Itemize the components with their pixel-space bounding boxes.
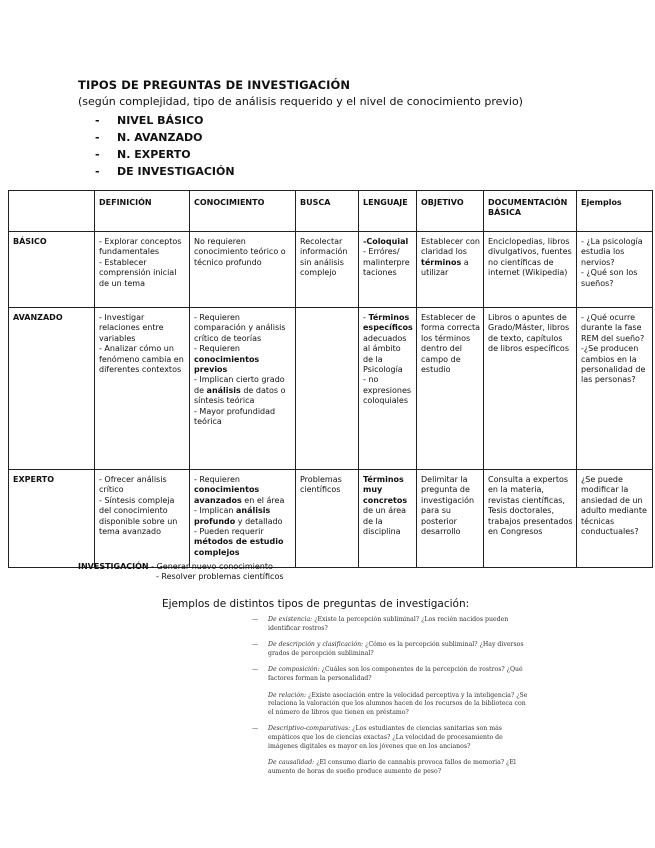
cell-definicion <box>95 470 190 568</box>
conocimiento-text: - Requieren <box>194 344 240 354</box>
conocimiento-text: de datos o síntesis teórica <box>194 385 286 406</box>
example-text: ¿Cuáles son los componentes de la percepción de rostros? ¿Qué factores forman la personalidad? <box>268 666 523 682</box>
investigacion-label: INVESTIGACIÓN <box>78 562 149 571</box>
ejemplo-line: -¿Se producen cambios en la personalidad de las personas? <box>581 344 646 385</box>
conocimiento-bold: conocimientos avanzados <box>194 485 260 505</box>
cell-busca: Problemas científicos <box>296 470 359 568</box>
example-category: De causalidad: <box>268 759 315 767</box>
example-category: De existencia: <box>268 616 313 623</box>
cell-documentacion: Enciclopedias, libros divulgativos, fuentes no científicas de internet (Wikipedia) <box>484 232 577 308</box>
conocimiento-bold: métodos de estudio complejos <box>194 537 284 557</box>
lenguaje-bold: Términos específicos <box>363 313 413 333</box>
lenguaje-text: de un área de la disciplina <box>363 506 407 537</box>
example-text: ¿Los estudiantes de ciencias sanitarias son más empáticos que los de ciencias exactas? ¿La velocidad de procesamiento de imágenes digitales es mayor en los jóvenes que en los ancianos? <box>268 725 503 750</box>
conocimiento-line <box>194 475 292 506</box>
cell-definicion <box>95 308 190 470</box>
table-row <box>9 232 653 308</box>
conocimiento-line <box>194 344 292 375</box>
header-cell-empty <box>9 191 95 232</box>
example-item <box>252 692 532 718</box>
conocimiento-bold: conocimientos previos <box>194 354 260 375</box>
definicion-line: - Ofrecer análisis crítico <box>99 475 167 495</box>
cell-objetivo <box>417 232 484 308</box>
objetivo-text: a utilizar <box>421 257 469 278</box>
level-item <box>95 163 235 180</box>
lenguaje-line: - no expresiones coloquiales <box>363 375 412 406</box>
level-item <box>95 129 235 146</box>
objetivo-bold: términos <box>421 257 462 267</box>
example-dash: — <box>252 616 259 623</box>
cell-lenguaje <box>359 308 417 470</box>
page-title: TIPOS DE PREGUNTAS DE INVESTIGACIÓN <box>78 78 351 92</box>
cell-lenguaje <box>359 232 417 308</box>
example-dash: — <box>252 641 259 649</box>
example-item <box>252 725 532 751</box>
level-item <box>95 112 235 129</box>
row-level-experto: EXPERTO <box>9 470 95 568</box>
example-text: ¿Existe asociación entre la velocidad perceptiva y la inteligencia? ¿Se relaciona la valoración que los alumnos hacen de los recursos de la biblioteca con el número de libros que tienen en préstamo? <box>268 691 528 716</box>
definicion-line: - Analizar cómo un fenómeno cambia en diferentes contextos <box>99 344 184 375</box>
conocimiento-text: y detallado <box>235 516 283 526</box>
conocimiento-text: - Implican cierto grado de <box>194 375 285 395</box>
conocimiento-line <box>194 527 292 558</box>
header-objetivo: OBJETIVO <box>417 191 484 232</box>
conocimiento-line <box>194 375 292 406</box>
cell-busca: Recolectar información sin análisis complejo <box>296 232 359 308</box>
conocimiento-line: - Mayor profundidad teórica <box>194 406 276 427</box>
table-header-row <box>9 191 653 232</box>
investigacion-line: - Generar nuevo conocimiento <box>148 562 273 571</box>
levels-list <box>95 112 235 180</box>
level-item <box>95 146 235 163</box>
cell-conocimiento <box>190 308 296 470</box>
example-category: De relación: <box>268 691 307 699</box>
cell-documentacion: Consulta a expertos en la materia, revistas científicas, Tesis doctorales, trabajos presentados en Congresos <box>484 470 577 568</box>
example-text: ¿Existe la percepción subliminal? ¿Los recién nacidos pueden identificar rostros? <box>268 616 509 632</box>
header-conocimiento: CONOCIMIENTO <box>190 191 296 232</box>
conocimiento-text: en el área <box>241 495 285 505</box>
header-definicion: DEFINICIÓN <box>95 191 190 232</box>
conocimiento-text: - Pueden requerir <box>194 527 264 537</box>
conocimiento-line: No requieren conocimiento teórico o técnico profundo <box>194 237 286 267</box>
cell-ejemplos <box>577 470 653 568</box>
example-dash: — <box>252 725 259 733</box>
conocimiento-text: - Requieren <box>194 475 240 484</box>
example-category: Descriptivo-comparativas: <box>268 725 351 733</box>
level-label: NIVEL BÁSICO <box>117 114 204 127</box>
cell-definicion <box>95 232 190 308</box>
header-documentacion: DOCUMENTACIÓN BÁSICA <box>484 191 577 232</box>
cell-busca <box>296 308 359 470</box>
example-category: De composición: <box>268 666 320 674</box>
conocimiento-line <box>194 506 292 527</box>
example-item <box>252 616 532 633</box>
header-ejemplos: Ejemplos <box>577 191 653 232</box>
row-level-basico: BÁSICO <box>9 232 95 308</box>
conocimiento-bold: análisis <box>206 385 241 395</box>
example-text: ¿El consumo diario de cannabis provoca fallos de memoria? ¿El aumento de horas de sueño produce aumento de peso? <box>268 759 516 775</box>
cell-objetivo: Delimitar la pregunta de investigación para su posterior desarrollo <box>417 470 484 568</box>
level-label: N. EXPERTO <box>117 148 191 161</box>
example-item <box>252 641 532 658</box>
lenguaje-text: adecuados al ámbito de la Psicología <box>363 333 407 375</box>
example-text: ¿Cómo es la percepción subliminal? ¿Hay diversos grados de percepción subliminal? <box>268 641 524 657</box>
example-dash: — <box>252 666 259 674</box>
header-lenguaje: LENGUAJE <box>359 191 417 232</box>
level-dash: - <box>95 148 100 161</box>
definicion-line: - Establecer comprensión inicial de un tema <box>99 257 177 288</box>
table-row <box>9 470 653 568</box>
cell-documentacion: Libros o apuntes de Grado/Máster, libros de texto, capítulos de libros específicos <box>484 308 577 470</box>
definicion-line: - Síntesis compleja del conocimiento disponible sobre un tema avanzado <box>99 495 178 537</box>
investigacion-line: - Resolver problemas científicos <box>156 572 284 581</box>
objetivo-text: Establecer con claridad los <box>421 237 480 257</box>
examples-list <box>252 616 532 784</box>
definicion-line: - Explorar conceptos fundamentales <box>99 237 182 257</box>
example-item <box>252 666 532 683</box>
cell-objetivo: Establecer de forma correcta los términos dentro del campo de estudio <box>417 308 484 470</box>
row-level-avanzado: AVANZADO <box>9 308 95 470</box>
cell-conocimiento <box>190 232 296 308</box>
level-dash: - <box>95 165 100 178</box>
cell-conocimiento <box>190 470 296 568</box>
conocimiento-bold: análisis profundo <box>194 506 271 526</box>
example-category: De descripción y clasificación: <box>268 641 364 649</box>
conocimiento-line: - Requieren comparación y análisis crítico de teorías <box>194 313 286 343</box>
example-item <box>252 759 532 776</box>
ejemplo-line: - ¿Qué ocurre durante la fase REM del sueño? <box>581 313 645 343</box>
cell-ejemplos <box>577 232 653 308</box>
level-dash: - <box>95 131 100 144</box>
cell-ejemplos <box>577 308 653 470</box>
page-subtitle: (según complejidad, tipo de análisis requerido y el nivel de conocimiento previo) <box>78 95 523 108</box>
cell-lenguaje <box>359 470 417 568</box>
lenguaje-bold: Términos muy concretos <box>363 475 408 505</box>
ejemplo-line: ¿Se puede modificar la ansiedad de un adulto mediante técnicas conductuales? <box>581 475 647 537</box>
examples-title: Ejemplos de distintos tipos de preguntas de investigación: <box>162 598 470 610</box>
level-label: DE INVESTIGACIÓN <box>117 165 235 178</box>
lenguaje-text: - Erróres/ malinterpre taciones <box>363 247 410 278</box>
level-label: N. AVANZADO <box>117 131 203 144</box>
table-row <box>9 308 653 470</box>
definicion-line: - Investigar relaciones entre variables <box>99 313 164 343</box>
lenguaje-bold: -Coloquial <box>363 237 409 246</box>
conocimiento-text: - Implican <box>194 506 237 516</box>
lenguaje-text: - <box>363 313 369 322</box>
ejemplo-line: - ¿Qué son los sueños? <box>581 268 638 288</box>
level-dash: - <box>95 114 100 127</box>
header-busca: BUSCA <box>296 191 359 232</box>
investigacion-note <box>78 562 284 582</box>
ejemplo-line: - ¿La psicología estudia los nervios? <box>581 237 643 267</box>
question-types-table <box>8 190 653 568</box>
